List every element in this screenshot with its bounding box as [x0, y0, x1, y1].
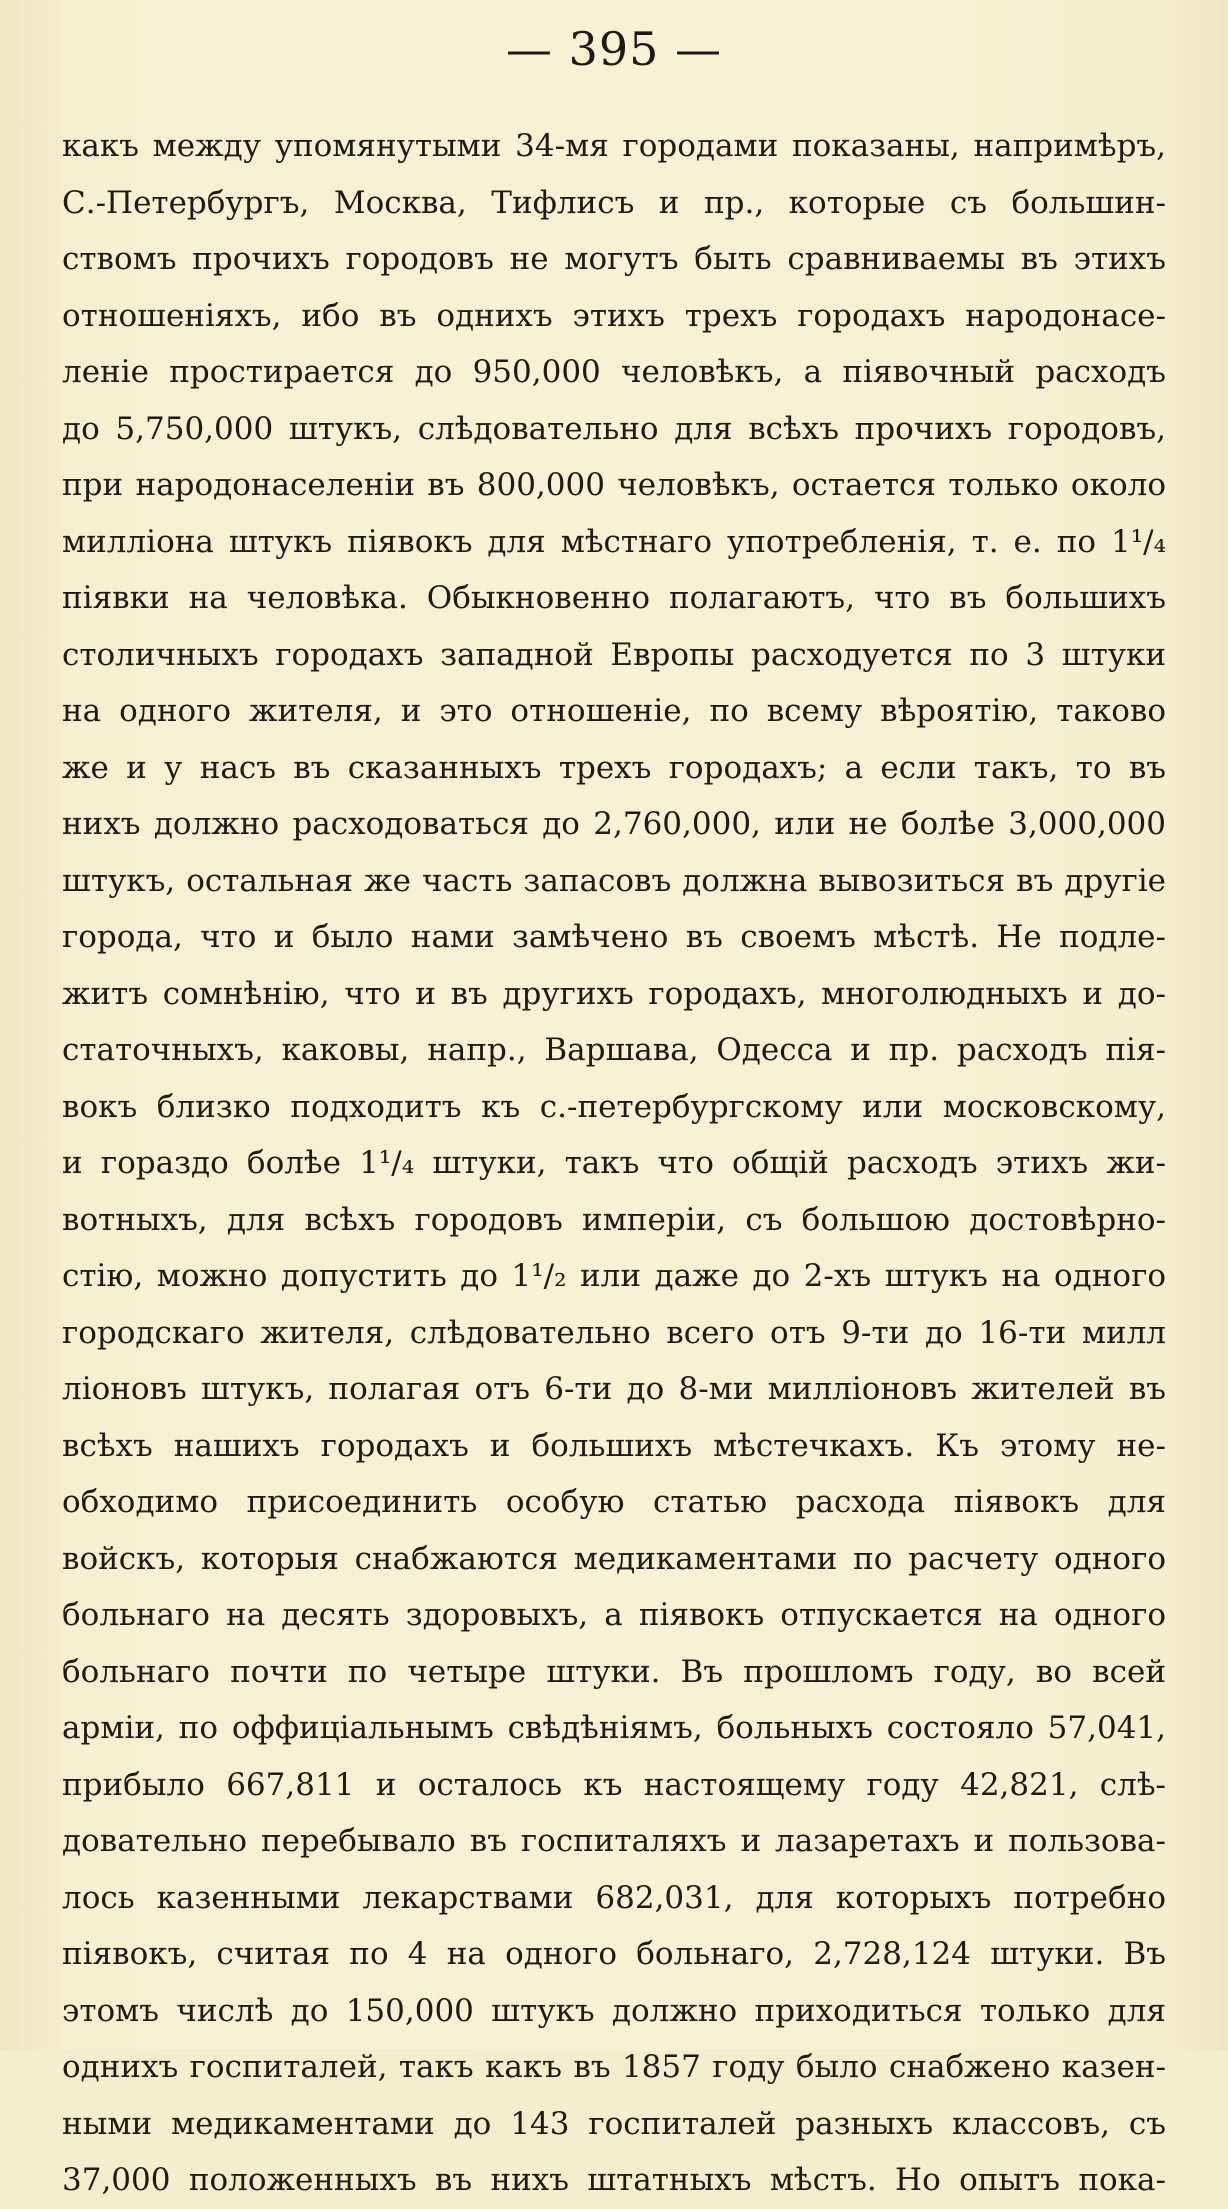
text-line: ными медикаментами до 143 госпиталей разныхъ классовъ, съ [62, 2105, 1166, 2142]
text-line: піявокъ, считая по 4 на одного больнаго, 2,728,124 штуки. Въ [62, 1936, 1166, 1972]
text-line: піявки на человѣка. Обыкновенно полагаютъ, что въ большихъ [62, 580, 1166, 616]
text-line: стію, можно допустить до 1¹/₂ или даже до 2-хъ штукъ на одного [62, 1258, 1166, 1294]
text-line: до 5,750,000 штукъ, слѣдовательно для всѣхъ прочихъ городовъ, [62, 410, 1166, 447]
page-number: — 395 — [505, 22, 723, 76]
body-text [62, 118, 1166, 2209]
text-line: войскъ, которыя снабжаются медикаментами по расчету одного [62, 1540, 1166, 1577]
text-line: всѣхъ нашихъ городахъ и большихъ мѣстечкахъ. Къ этому не- [62, 1427, 1166, 1464]
text-line: обходимо присоединить особую статью расхода піявокъ для [62, 1484, 1166, 1520]
text-line: С.-Петербургъ, Москва, Тифлисъ и пр., которые съ большин- [62, 184, 1166, 221]
text-line: однихъ госпиталей, такъ какъ въ 1857 году было снабжено казен- [62, 2049, 1166, 2085]
text-line: леніе простирается до 950,000 человѣкъ, а піявочный расходъ [62, 354, 1166, 390]
text-line: ствомъ прочихъ городовъ не могутъ быть сравниваемы въ этихъ [62, 241, 1166, 277]
text-line: на одного жителя, и это отношеніе, по всему вѣроятію, таково [62, 693, 1166, 729]
text-line: же и у насъ въ сказанныхъ трехъ городахъ; а если такъ, то въ [62, 749, 1166, 786]
text-line: житъ сомнѣнію, что и въ другихъ городахъ, многолюдныхъ и до- [62, 975, 1166, 1012]
text-line: штукъ, остальная же часть запасовъ должна вывозиться въ другіе [62, 862, 1166, 899]
text-line: столичныхъ городахъ западной Европы расходуется по 3 штуки [62, 636, 1166, 673]
text-line: города, что и было нами замѣчено въ своемъ мѣстѣ. Не подле- [62, 919, 1166, 955]
text-line: отношеніяхъ, ибо въ однихъ этихъ трехъ городахъ народонасе- [62, 297, 1166, 334]
text-line: милліона штукъ піявокъ для мѣстнаго употребленія, т. е. по 1¹/₄ [62, 523, 1166, 560]
text-line: 37,000 положенныхъ въ нихъ штатныхъ мѣстъ. Но опытъ пока- [62, 2162, 1166, 2198]
text-line: больнаго почти по четыре штуки. Въ прошломъ году, во всей [62, 1653, 1166, 1690]
text-line: лось казенными лекарствами 682,031, для которыхъ потребно [62, 1879, 1166, 1916]
text-line: и гораздо болѣе 1¹/₄ штуки, такъ что общій расходъ этихъ жи- [62, 1145, 1166, 1181]
text-line: городскаго жителя, слѣдовательно всего отъ 9-ти до 16-ти милл [62, 1314, 1166, 1351]
text-line: ліоновъ штукъ, полагая отъ 6-ти до 8-ми милліоновъ жителей въ [62, 1371, 1166, 1407]
text-line: вотныхъ, для всѣхъ городовъ имперіи, съ большою достовѣрно- [62, 1201, 1166, 1238]
text-line: статочныхъ, каковы, напр., Варшава, Одесса и пр. расходъ пія- [62, 1032, 1166, 1068]
text-line: прибыло 667,811 и осталось къ настоящему году 42,821, слѣ- [62, 1766, 1166, 1803]
text-line: довательно перебывало въ госпиталяхъ и лазаретахъ и пользова- [62, 1823, 1166, 1859]
text-line: при народонаселеніи въ 800,000 человѣкъ, остается только около [62, 467, 1166, 503]
text-line: вокъ близко подходитъ къ с.-петербургскому или московскому, [62, 1088, 1166, 1125]
text-line: какъ между упомянутыми 34-мя городами показаны, напримѣръ, [62, 128, 1166, 164]
text-line: нихъ должно расходоваться до 2,760,000, или не болѣе 3,000,000 [62, 806, 1166, 842]
text-line: этомъ числѣ до 150,000 штукъ должно приходиться только для [62, 1992, 1166, 2029]
text-line: больнаго на десять здоровыхъ, а піявокъ отпускается на одного [62, 1597, 1166, 1633]
text-line: арміи, по оффиціальнымъ свѣдѣніямъ, больныхъ состояло 57,041, [62, 1710, 1166, 1746]
